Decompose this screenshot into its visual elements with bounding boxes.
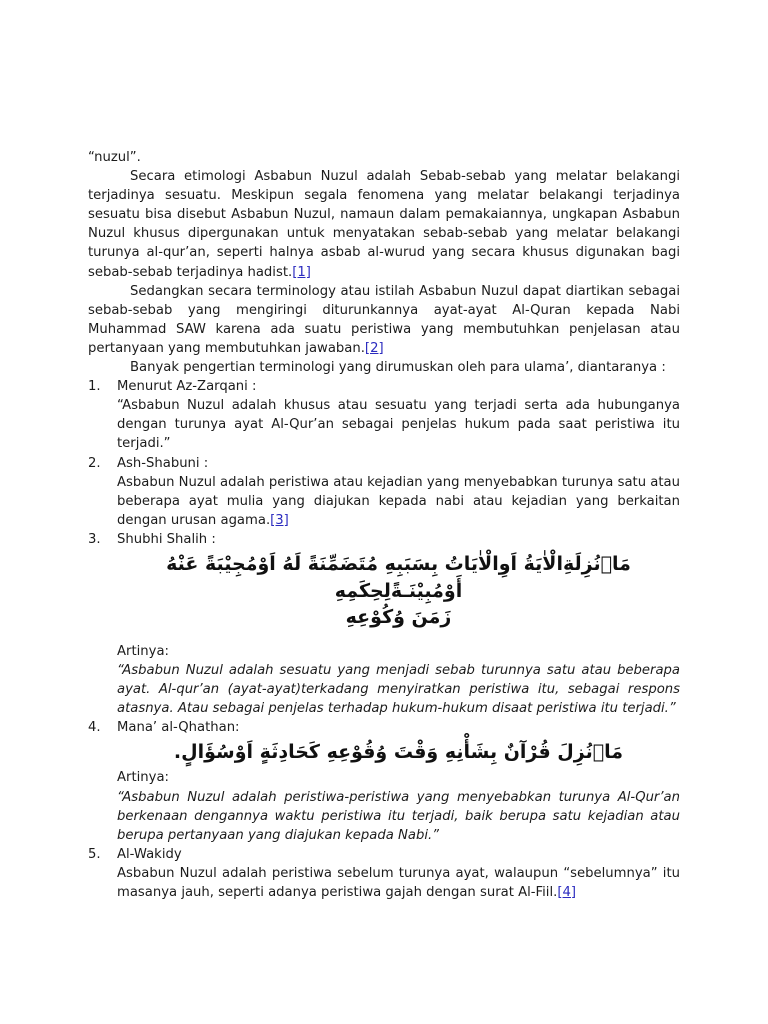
list-item-shubhi-shalih — [88, 530, 680, 718]
list-item-al-wakidy — [88, 845, 680, 902]
list-item-body-4 — [117, 788, 680, 845]
list-item-body-3 — [117, 661, 680, 718]
paragraph-terminology — [88, 282, 680, 358]
artinya-label-3: Artinya: — [117, 643, 169, 659]
list-item-body-text-5: Asbabun Nuzul adalah peristiwa sebelum turunya ayat, walaupun “sebelumnya” itu masanya jauh, seperti adanya peristiwa gajah dengan surat Al-Fiil. — [117, 865, 680, 900]
paragraph-banyak-pengertian — [88, 358, 680, 377]
arabic-quote-4: مَاۢنُزِلَ قُرْآنٌ بِشَأْنِهِ وَقْتَ وُقُوْعِهِ كَحَادِثَةٍ اَوْسُؤَالٍ. — [173, 741, 624, 764]
artinya-label-4: Artinya: — [117, 770, 169, 786]
footnote-link-4[interactable]: [4] — [557, 885, 577, 900]
list-item-body-2 — [117, 473, 680, 530]
list-item-number-2: 2. — [88, 455, 101, 471]
document-body — [88, 148, 680, 902]
arabic-quote-3-line-2: زَمَنَ وُكُوْعِهِ — [345, 605, 452, 628]
list-item-title-3: Shubhi Shalih : — [117, 531, 216, 547]
arabic-quote-3-line-1: مَاۢنُزِلَةِالْاٰيَةُ اَوِالْاٰيَاتُ بِسَبَبِهِ مُتَضَمِّنَةً لَهُ اَوْمُجِيْبَةً عَنْهُ أَوْمُبِيْنَـةًلِحِكَمِهِ — [166, 552, 631, 602]
paragraph-banyak-pengertian-text: Banyak pengertian terminologi yang dirumuskan oleh para ulama’, diantaranya : — [130, 360, 666, 376]
list-item-body-text-3: “Asbabun Nuzul adalah sesuatu yang menjadi sebab turunnya satu atau beberapa ayat. Al-qur’an (ayat-ayat)terkadang menyiratkan peristiwa itu, sebagai respons atasnya. Atau sebagai penjelas terhadap hukum-hukum disaat peristiwa itu terjadi.” — [117, 663, 680, 717]
footnote-link-1[interactable]: [1] — [292, 264, 311, 280]
definitions-list — [88, 377, 680, 902]
footnote-link-3[interactable]: [3] — [270, 512, 289, 528]
list-item-az-zarqani — [88, 377, 680, 453]
list-item-title-2: Ash-Shabuni : — [117, 455, 209, 471]
list-item-title-5: Al-Wakidy — [117, 846, 182, 862]
list-item-number-4: 4. — [88, 720, 101, 736]
list-item-number-3: 3. — [88, 531, 101, 547]
list-item-title-4: Mana’ al-Qhathan: — [117, 720, 240, 736]
list-item-title-1: Menurut Az-Zarqani : — [117, 379, 257, 395]
opening-fragment: “nuzul”. — [88, 150, 141, 165]
list-item-body-1 — [117, 396, 680, 453]
list-item-body-text-2: Asbabun Nuzul adalah peristiwa atau kejadian yang menyebabkan turunya satu atau beberapa ayat mulia yang diajukan kepada nabi atau kejadian yang berkaitan dengan urusan agama. — [117, 474, 680, 528]
list-item-mana-al-qhathan — [88, 718, 680, 844]
list-item-number-1: 1. — [88, 379, 101, 395]
paragraph-etimologi — [88, 167, 680, 282]
footnote-link-2[interactable]: [2] — [364, 340, 384, 356]
list-item-body-text-4: “Asbabun Nuzul adalah peristiwa-peristiwa yang menyebabkan turunya Al-Qur’an berkenaan dengannya waktu peristiwa itu terjadi, baik berupa satu kejadian atau berupa pertanyaan yang diajukan kepada Nabi.” — [117, 789, 680, 843]
paragraph-terminology-text: Sedangkan secara terminology atau istilah Asbabun Nuzul dapat diartikan sebagai sebab-sebab yang mengiringi diturunkannya ayat-ayat Al-Quran kepada Nabi Muhammad SAW karena ada suatu peristiwa yang membutuhkan penjelasan atau pertanyaan yang membutuhkan jawaban. — [88, 283, 680, 356]
paragraph-etimologi-text: Secara etimologi Asbabun Nuzul adalah Sebab-sebab yang melatar belakangi terjadinya sesuatu. Meskipun segala fenomena yang melatar belakangi terjadinya sesuatu bisa disebut Asbabun Nuzul, namaun dalam pemakaiannya, ungkapan Asbabun Nuzul khusus dipergunakan untuk menyatakan sebab-sebab yang melatar belakangi turunya al-qur’an, seperti halnya asbab al-wurud yang secara khusus digunakan bagi sebab-sebab terjadinya hadist. — [88, 169, 680, 280]
spacer-after-arabic-3 — [117, 632, 680, 641]
list-item-number-5: 5. — [88, 846, 101, 862]
list-item-ash-shabuni — [88, 454, 680, 530]
list-item-body-text-1: “Asbabun Nuzul adalah khusus atau sesuatu yang terjadi serta ada hubunganya dengan turunya ayat Al-Qur’an sebagai penjelas hukum pada saat peristiwa itu terjadi.” — [117, 398, 680, 452]
list-item-body-5 — [117, 864, 680, 902]
